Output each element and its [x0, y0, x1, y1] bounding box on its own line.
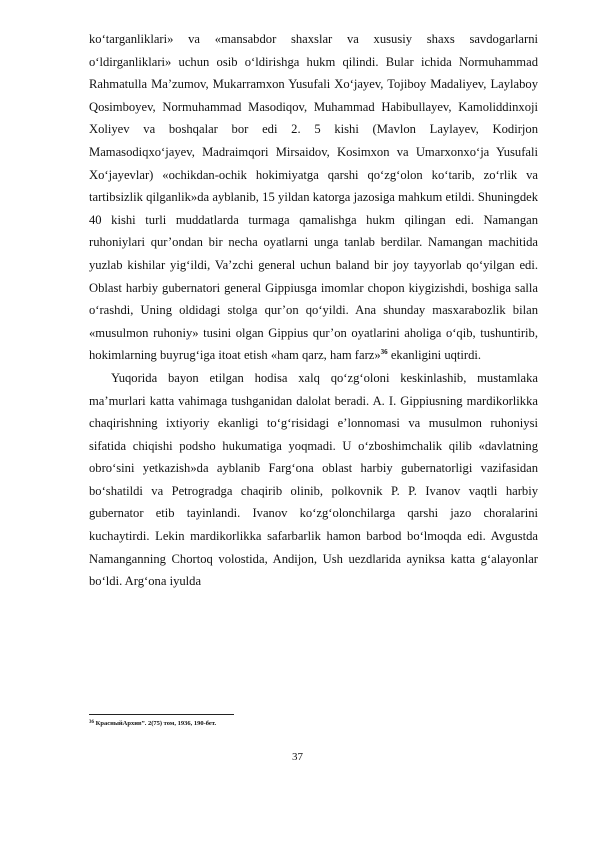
paragraph-2 — [89, 367, 538, 593]
page-number: 37 — [292, 751, 303, 763]
footnote-reference[interactable]: 36 — [380, 348, 388, 357]
footnote — [89, 719, 538, 728]
paragraph-1-text: ko‘targanliklari» va «mansabdor shaxslar va xususiy shaxs savdogarlarni o‘ldirganliklari» uchun osib o‘ldirishga hukm qilindi. Bular ichida Normuhammad Rahmatulla Ma’zumov, Mukarramxon Yusufali Xo‘jayev, Tojiboy Madaliyev, Laylaboy Qosimboyev, Normuhammad Masodiqov, Muhammad Habibullayev, Kamoliddinxoji Xoliyev va boshqalar bor edi 2. 5 kishi (Mavlon Laylayev, Kodirjon Mamasodiqxo‘jayev, Madraimqori Mirsaidov, Kosimxon va Umarxonxo‘ja Yusufali Xo‘jayevlar) «ochikdan-ochik hokimiyatga qarshi qo‘zg‘olon ko‘tarib, zo‘rlik va tartibsizlik qilganlik»da ayblanib, 15 yildan katorga jazosiga mahkum etildi. Shuningdek 40 kishi turli muddatlarda turmaga qamalishga hukm qilingan edi. Namangan ruhoniylari qur’ondan bir necha oyatlarni unga tanlab berdilar. Namangan machitida yuzlab kishilar yig‘ildi, Va’zchi general uchun baland bir joy tayyorlab qo‘yilgan edi. Oblast harbiy gubernatori general Gippiusga imomlar chopon kiygizishdi, boshiga salla o‘rashdi, Uning oldidagi stolga qur’on qo‘yildi. Ana shunday masxarabozlik bilan «musulmon ruhoniy» tusini olgan Gippius qur’on oyatlarini aholiga o‘qib, tushuntirib, hokimlarning buyrug‘iga itoat etish «ham qarz, ham farz» — [89, 32, 538, 363]
paragraph-1 — [89, 28, 538, 367]
body-text — [89, 28, 538, 593]
footnote-text: КрасныйАрхив”. 2(75) том, 1936, 190-бет. — [94, 720, 217, 727]
footnote-divider — [89, 714, 234, 715]
paragraph-1-tail: ekanligini uqtirdi. — [387, 348, 482, 363]
paragraph-2-text: Yuqorida bayon etilgan hodisa xalq qo‘zg‘oloni keskinlashib, mustamlaka ma’murlari katta vahimaga tushganidan dalolat beradi. A. I. Gippiusning mardikorlikka chaqirishning ixtiyoriy ekanligi to‘g‘risidagi e’lonnomasi va musulmon ruhoniysi sifatida chiqishi podsho hukumatiga yoqmadi. U o‘zboshimchalik qilib «davlatning obro‘sini yetkazish»da ayblanib Farg‘ona oblast harbiy gubernatorligi vazifasidan bo‘shatildi va Petrogradga chaqirib olinib, polkovnik P. P. Ivanov vaqtli harbiy gubernator etib tayinlandi. Ivanov ko‘zg‘olonchilarga qarshi jazo choralarini kuchaytirdi. Lekin mardikorlikka safarbarlik hamon barbod bo‘lmoqda edi. Avgustda Namanganning Chortoq volostida, Andijon, Ush uezdlarida ayniksa katta g‘alayonlar bo‘ldi. Arg‘ona iyulda — [89, 370, 538, 589]
footnote-number: 36 — [89, 720, 94, 725]
